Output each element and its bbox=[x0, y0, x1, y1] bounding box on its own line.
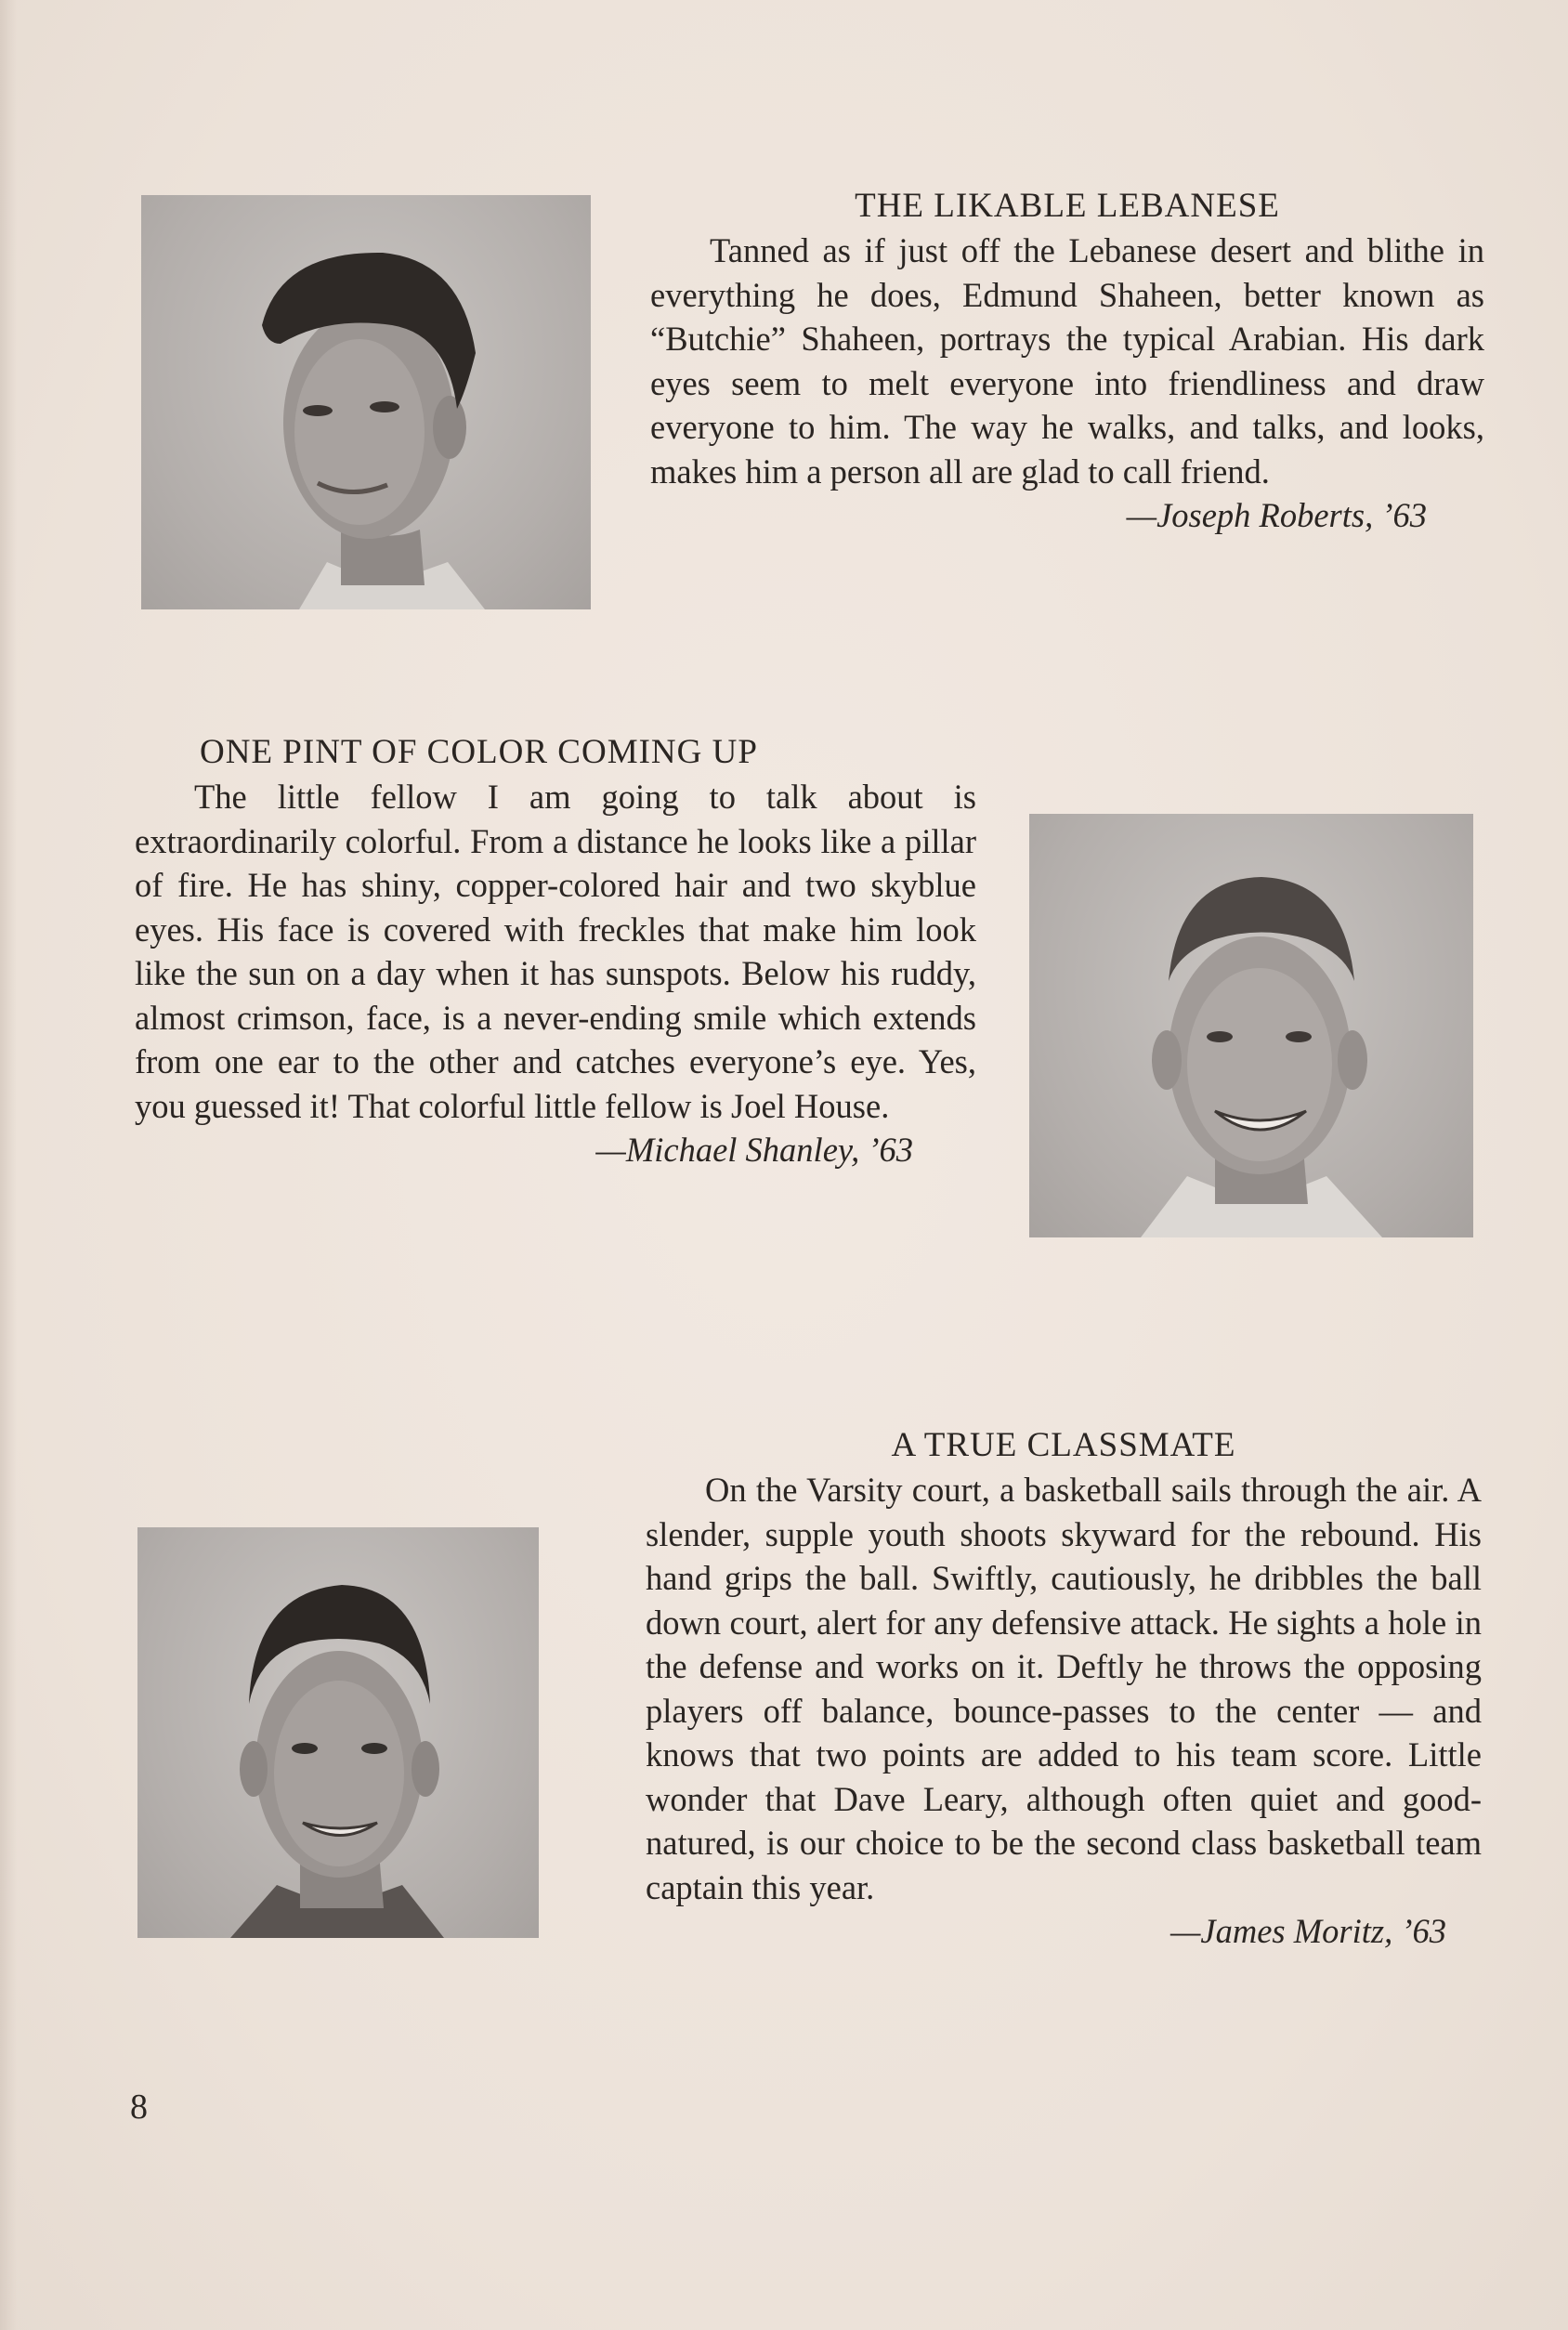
page-spine-shadow bbox=[0, 0, 17, 2330]
article-body: On the Varsity court, a basketball sails through the air. A slender, supple youth shoots skyward for the rebound. His hand grips the ball. Swiftly, cautiously, he dribbles the ball down court, alert for any defensive attack. He sights a hole in the defense and works on it. Deftly he throws the opposing players off balance, bounce-passes to the center — and knows that two points are added to his team score. Little wonder that Dave Leary, although often quiet and good-natured, is our choice to be the second class basketball team captain this year. bbox=[646, 1471, 1482, 1906]
article-title: ONE PINT OF COLOR COMING UP bbox=[200, 733, 758, 771]
page-number: 8 bbox=[130, 2088, 148, 2127]
article-title: THE LIKABLE LEBANESE bbox=[855, 187, 1280, 225]
article-true-classmate bbox=[646, 1423, 1482, 1954]
article-pint-of-color bbox=[135, 730, 976, 1172]
portrait-photo-leary bbox=[137, 1527, 539, 1938]
article-signature: —Joseph Roberts, ’63 bbox=[1126, 496, 1427, 534]
article-signature: —James Moritz, ’63 bbox=[1169, 1912, 1446, 1950]
portrait-photo-house bbox=[1029, 814, 1473, 1237]
article-body: Tanned as if just off the Lebanese desert and blithe in everything he does, Edmund Shaheen, better known as “Butchie” Shaheen, portrays the typical Arabian. His dark eyes seem to melt everyone into friendliness and draw everyone to him. The way he walks, and talks, and looks, makes him a person all are glad to call friend. bbox=[650, 231, 1484, 491]
portrait-photo-shaheen bbox=[141, 195, 591, 609]
article-title: A TRUE CLASSMATE bbox=[891, 1426, 1236, 1464]
article-signature: —Michael Shanley, ’63 bbox=[595, 1131, 913, 1169]
article-body: The little fellow I am going to talk about is extraordinarily colorful. From a distance he looks like a pillar of fire. He has shiny, copper-colored hair and two skyblue eyes. His face is covered with freckles that make him look like the sun on a day when it has sunspots. Below his ruddy, almost crimson, face, is a never-ending smile which extends from one ear to the other and catches everyone’s eye. Yes, you guessed it! That colorful little fellow is Joel House. bbox=[135, 778, 976, 1125]
article-likable-lebanese bbox=[650, 184, 1484, 538]
